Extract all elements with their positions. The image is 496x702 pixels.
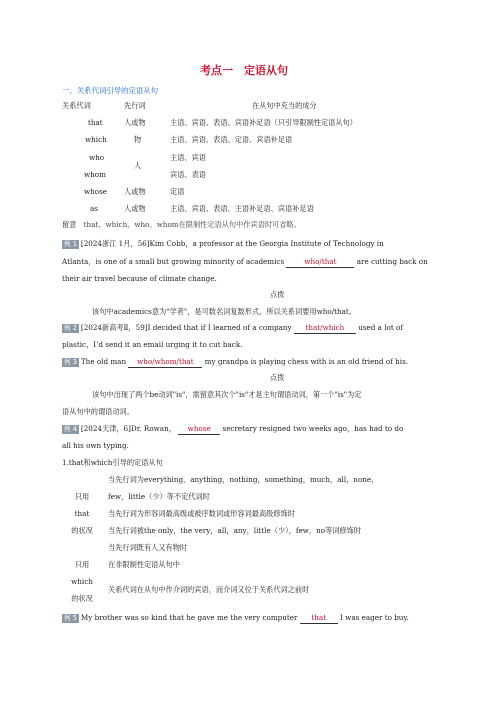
example-5 <box>62 613 409 624</box>
tip-label: 点拨 <box>270 290 285 299</box>
example-1 <box>62 239 384 249</box>
table-row-role: 主语、宾语、表语、宾语补足语（只引导限制性定语从句） <box>170 118 357 127</box>
example-text: used a lot of <box>358 323 404 332</box>
tip-text: 该句中academics意为"学者"，是可数名词复数形式，所以关系词要用who/that。 <box>92 307 356 316</box>
example-4 <box>62 424 403 435</box>
example-2-line2: plastic，I’d send it an email urging it to cut back. <box>62 340 243 349</box>
table-row-role: 定语 <box>170 187 185 196</box>
only-that-label: 只用 <box>74 492 90 501</box>
only-that-item: 当先行词既有人又有物时 <box>108 543 188 552</box>
only-which-item: 关系代词在从句中作介词的宾语，而介词又位于关系代词之前时 <box>108 585 310 594</box>
table-row-antecedent: 物 <box>134 135 142 144</box>
table-header-antecedent: 先行词 <box>124 101 146 110</box>
table-row-pronoun: which <box>85 135 107 144</box>
answer-blank: who/that <box>286 257 354 268</box>
example-text: are cutting back on <box>356 257 428 266</box>
tip-text: 语从句中的谓语动词。 <box>62 407 134 416</box>
example-text: The old man <box>80 357 127 366</box>
example-tag: 例 4 <box>64 425 77 433</box>
answer-blank: that <box>300 613 338 624</box>
example-1-line2 <box>62 257 428 268</box>
table-header-role: 在从句中充当的成分 <box>252 101 317 110</box>
only-that-item: 当先行词为everything，anything，nothing，something，much，all，none， <box>108 475 379 484</box>
table-row-role: 宾语、表语 <box>170 170 206 179</box>
answer-blank: who/whom/that <box>128 357 202 368</box>
only-that-label: that <box>74 509 90 518</box>
table-row-antecedent: 人或物 <box>124 118 146 127</box>
example-2 <box>62 323 403 334</box>
only-which-label: 只用 <box>74 560 90 569</box>
example-text: I was eager to buy. <box>340 613 409 622</box>
only-which-label: which <box>71 577 93 586</box>
example-1-line3: their air travel because of climate change. <box>62 274 217 283</box>
example-text: secretary resigned two weeks ago，has had to do <box>222 424 404 433</box>
example-3 <box>62 357 408 368</box>
table-header-pronoun: 关系代词 <box>62 101 91 110</box>
example-tag: 例 5 <box>64 614 77 622</box>
page-title: 考点一 定语从句 <box>200 64 288 77</box>
table-row-pronoun: whom <box>84 170 106 179</box>
note <box>62 220 301 230</box>
section-heading: 一、关系代词引导的定语从句 <box>62 86 159 95</box>
example-tag: 例 3 <box>64 358 77 366</box>
example-4-line2: all his own typing. <box>62 441 129 450</box>
only-which-label: 的状况 <box>71 594 93 603</box>
only-which-item: 在非限制性定语从句中 <box>108 560 180 569</box>
table-row-pronoun: that <box>88 118 103 127</box>
tip-text: 该句中出现了两个be动词"is"，需留意其次个"is"才是主句谓语动词，第一个"is"为定 <box>92 390 362 399</box>
table-row-antecedent: 人 <box>134 161 142 170</box>
table-row-role: 主语、宾语、表语、定语、宾语补足语 <box>170 135 293 144</box>
example-text: my grandpa is playing chess with is an old friend of his. <box>204 357 409 366</box>
example-text: [2024浙江 1月，56]Kim Cobb，a professor at the Georgia Institute of Technology in <box>80 239 384 248</box>
example-text: [2024天津，6]Dr. Rowan， <box>80 424 176 433</box>
example-tag: 例 1 <box>64 240 77 248</box>
example-text: [2024新高考Ⅱ，59]I decided that if I learned of a company <box>80 323 292 332</box>
answer-blank: whose <box>178 424 220 435</box>
table-row-antecedent: 人或物 <box>124 187 146 196</box>
only-that-item: 当先行词被the only，the very，all，any，little（少），few，no等词修饰时 <box>108 526 362 535</box>
note-label: 留意 <box>62 220 77 229</box>
only-that-item: few，little（少）等不定代词时 <box>108 492 210 501</box>
example-text: Atlanta，is one of a small but growing minority of academics <box>62 257 285 266</box>
table-row-pronoun: as <box>90 204 98 213</box>
table-row-pronoun: who <box>89 153 105 162</box>
table-row-pronoun: whose <box>84 187 108 196</box>
table-row-role: 主语、宾语、表语、主语补足语、宾语补足语 <box>170 204 314 213</box>
only-that-item: 当先行词为形容词最高级或被序数词或形容词最高级修饰时 <box>108 509 295 518</box>
example-tag: 例 2 <box>64 324 77 332</box>
example-text: My brother was so kind that he gave me the very computer <box>80 613 298 622</box>
table-row-role: 主语、宾语 <box>170 153 206 162</box>
answer-blank: that/which <box>294 323 356 334</box>
table-row-antecedent: 人或物 <box>124 204 146 213</box>
tip-label: 点拨 <box>270 373 285 382</box>
note-text: that、which、who、whom在限制性定语从句中作宾语时可省略。 <box>83 220 301 229</box>
subsection-heading: 1.that和which引导的定语从句 <box>62 458 163 467</box>
only-that-label: 的状况 <box>71 526 93 535</box>
